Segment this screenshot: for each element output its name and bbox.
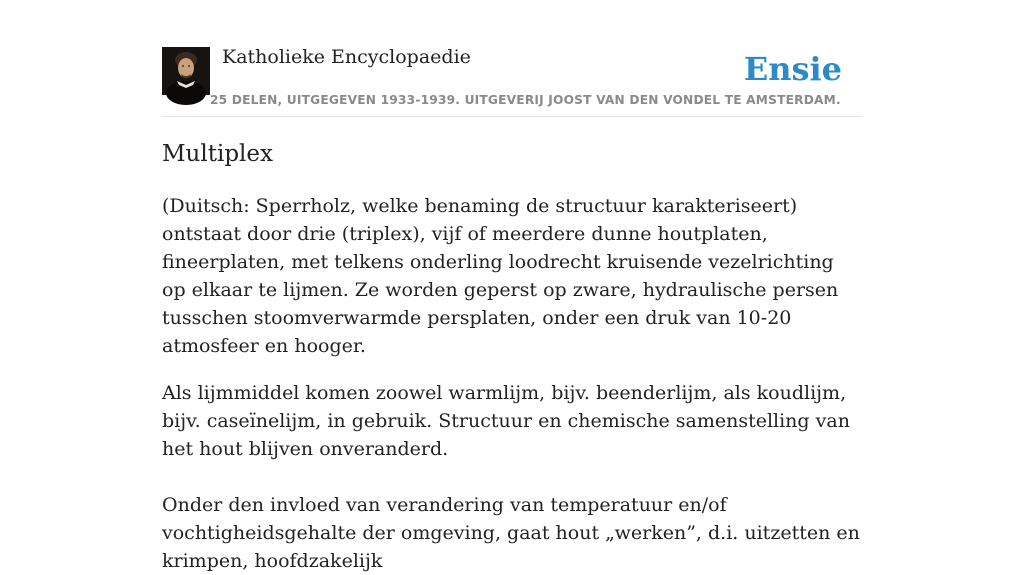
article-title: Multiplex [162,141,273,167]
article-paragraph: Onder den invloed van verandering van temperatuur en/of vochtigheidsgehalte der omgeving, gaat hout „werken”, d.i. uitzetten en krimpen, hoofdzakelijk [162,494,860,572]
source-header [162,46,862,117]
source-subtitle: 25 DELEN, UITGEGEVEN 1933-1939. UITGEVERIJ JOOST VAN DEN VONDEL TE AMSTERDAM. [210,93,841,107]
source-title[interactable]: Katholieke Encyclopaedie [222,46,471,68]
article-paragraph: (Duitsch: Sperrholz, welke benaming de structuur karakteriseert) ontstaat door drie (triplex), vijf of meerdere dunne houtplaten, fineerplaten, met telkens onderling loodrecht kruisende vezelrichting op elkaar te lijmen. Ze worden geperst op zware, hydraulische persen tusschen stoomverwarmde persplaten, onder een druk van 10-20 atmosfeer en hooger. [162,195,839,357]
portrait-illustration [162,47,210,95]
ensie-logo[interactable]: Ensie [743,50,842,88]
portrait-avatar-icon[interactable] [162,47,210,95]
article [162,138,862,575]
article-paragraph: Als lijmmiddel komen zoowel warmlijm, bijv. beenderlijm, als koudlijm, bijv. caseïnelijm, in gebruik. Structuur en chemische samenstelling van het hout blijven onveranderd. [162,382,850,460]
